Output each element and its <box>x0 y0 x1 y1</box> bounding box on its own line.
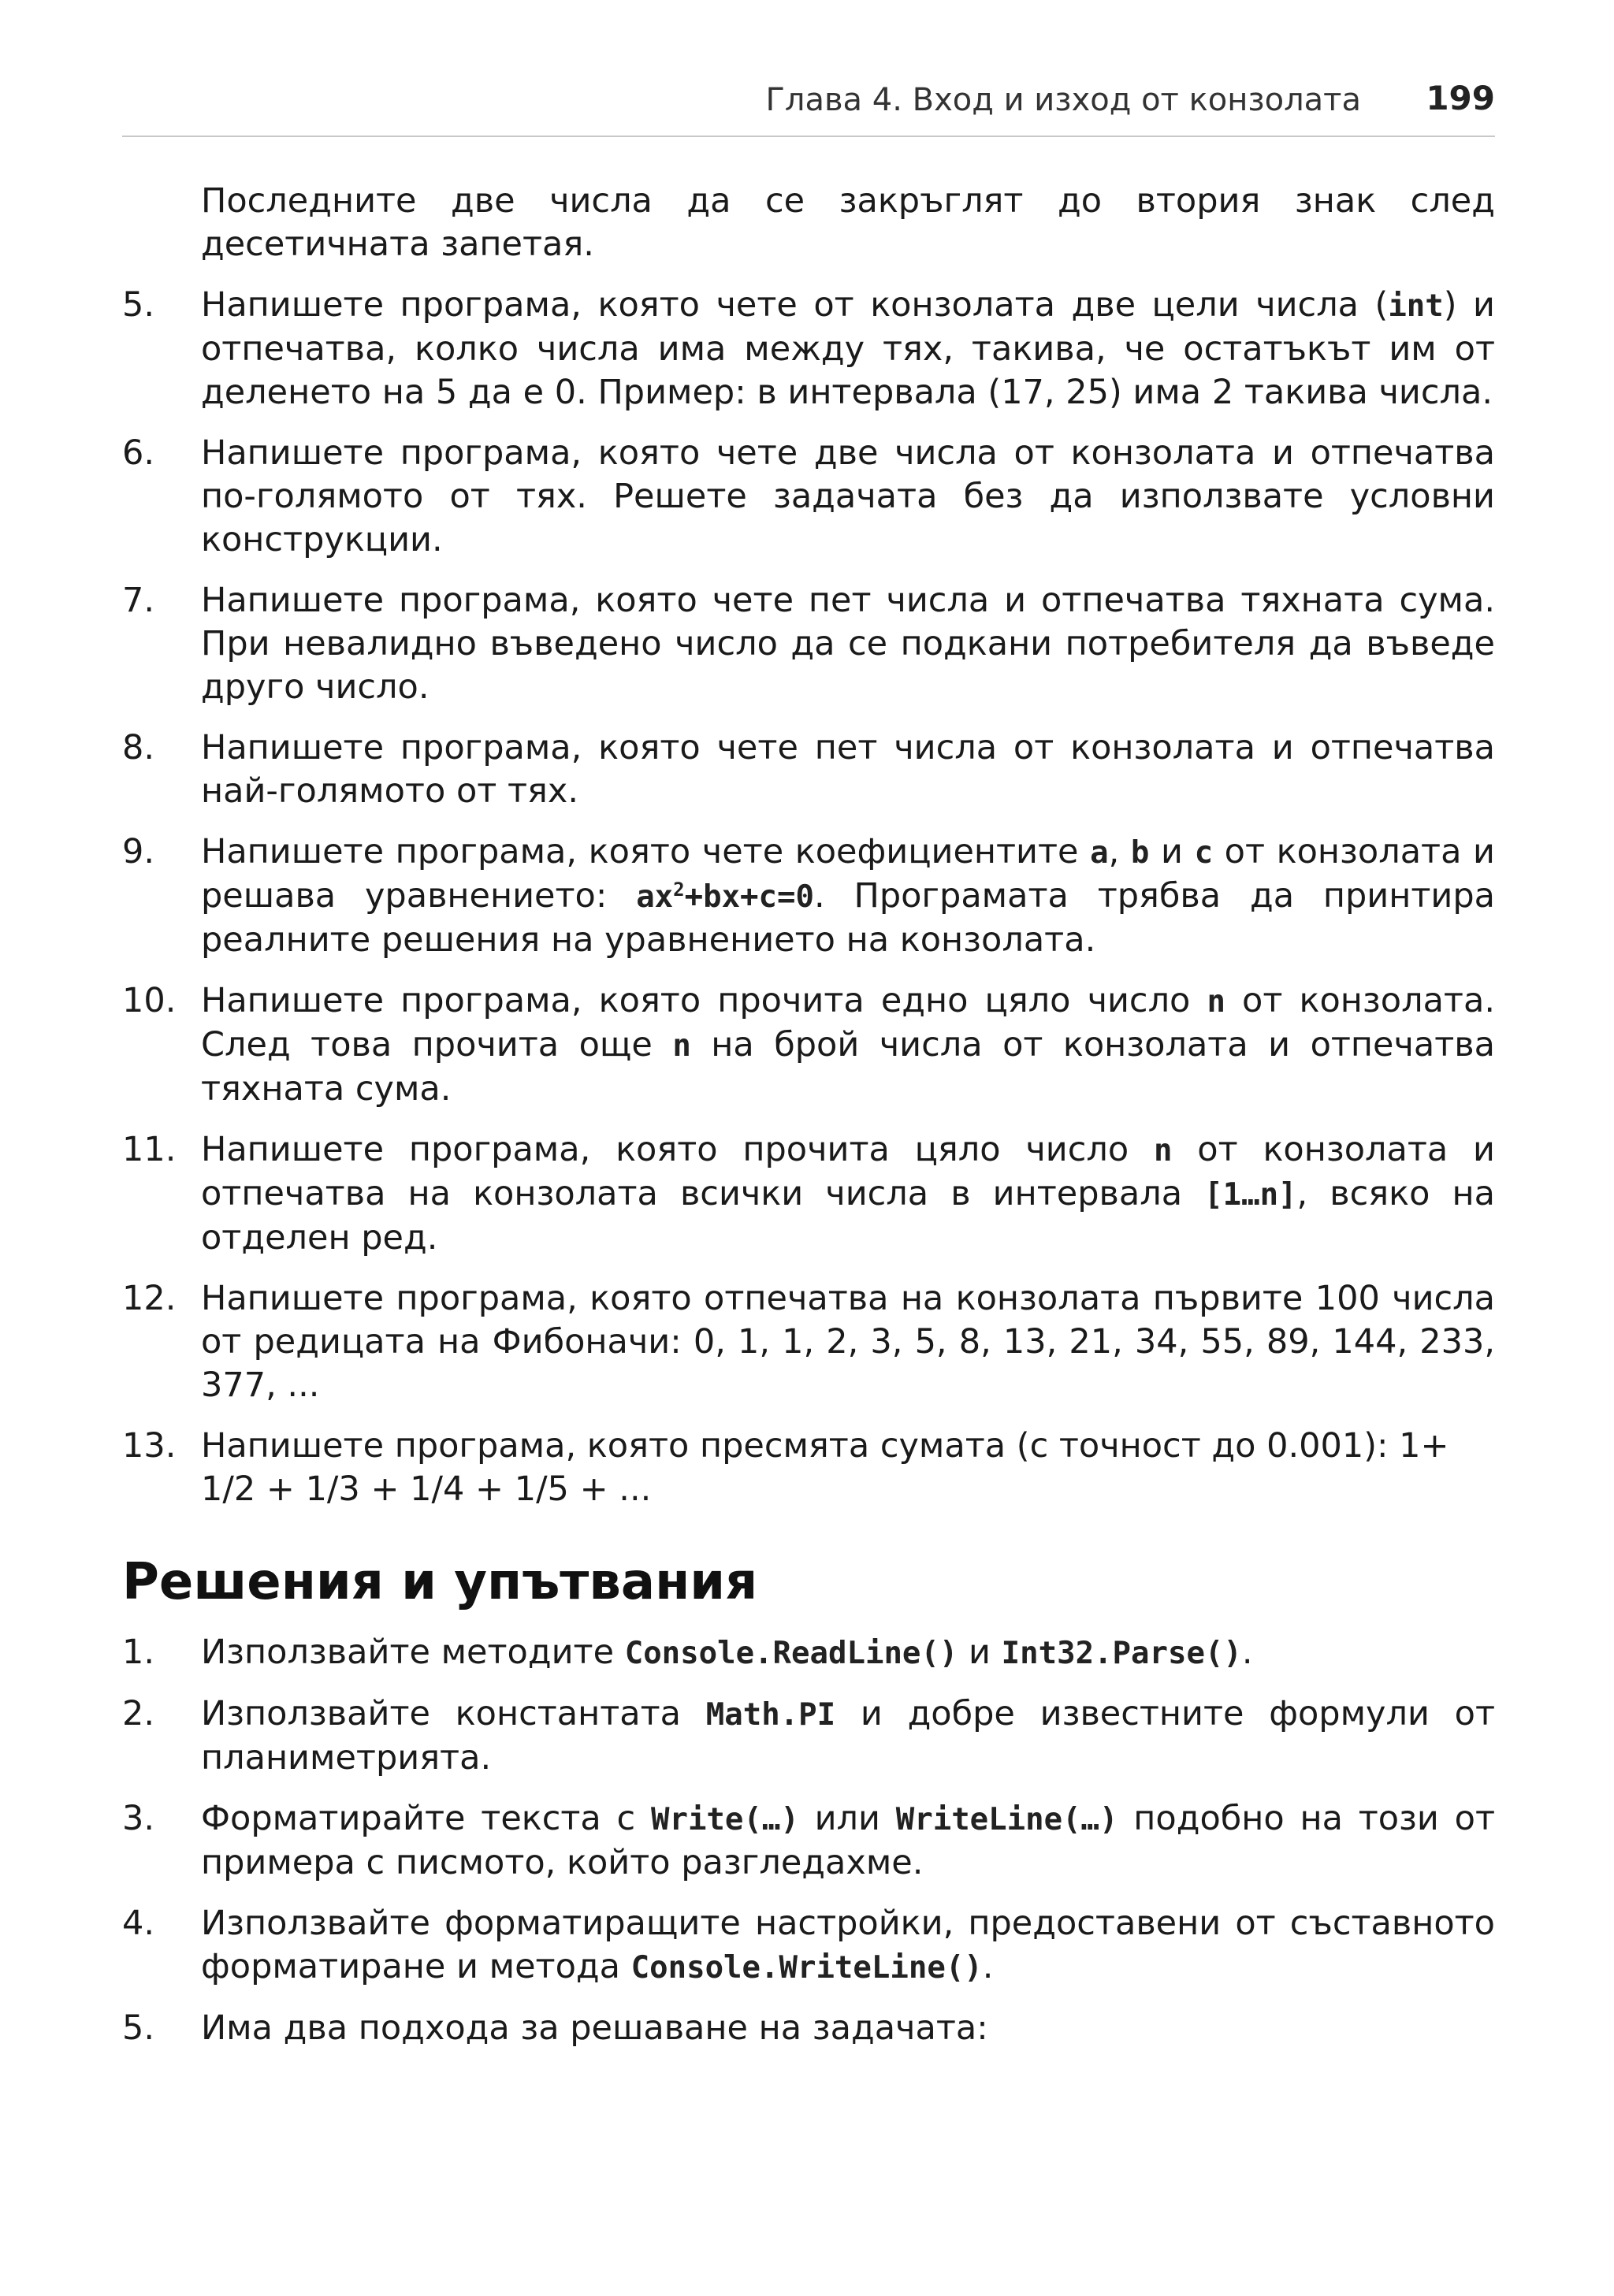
inline-code: a <box>1090 835 1109 871</box>
exercise-text: и <box>1149 832 1195 871</box>
inline-code: [1…n] <box>1204 1177 1297 1213</box>
item-number: 6. <box>122 433 155 473</box>
item-number: 5. <box>122 285 155 325</box>
exercise-text: от конзолата и решава уравнението: <box>201 832 1496 916</box>
inline-code: Console.ReadLine() <box>624 1636 958 1671</box>
equation-part: ax <box>636 879 674 915</box>
item-number: 9. <box>122 832 155 871</box>
item-number: 4. <box>122 1904 155 1943</box>
page-content <box>122 180 1495 2068</box>
exercise-text: Напишете програма, която чете две числа от конзолата и отпечатва по-голямото от тях. Решете задачата без да използвате условни конструкции. <box>201 433 1495 559</box>
exercise-list <box>122 284 1495 1511</box>
solution-text: и добре известните формули от планиметрията. <box>201 1694 1496 1778</box>
item-number: 11. <box>122 1130 177 1169</box>
exercise-text: , всяко на отделен ред. <box>201 1174 1495 1258</box>
page-header <box>122 79 1495 137</box>
inline-code: n <box>672 1028 691 1064</box>
solution-item <box>122 2007 1495 2050</box>
exercise-item <box>122 830 1495 962</box>
item-number: 5. <box>122 2008 155 2048</box>
solution-text: Има два подхода за решаване на задачата: <box>201 2008 988 2048</box>
exercise-text: Напишете програма, която чете пет числа от конзолата и отпечатва най-голямото от тях. <box>201 728 1495 811</box>
inline-code: Write(…) <box>650 1802 799 1837</box>
solution-item <box>122 1902 1495 1989</box>
equation-part: +bx+c=0 <box>684 879 814 915</box>
inline-code: int <box>1388 288 1444 324</box>
solution-text: и <box>958 1633 1002 1672</box>
equation-code <box>636 879 814 915</box>
item-number: 13. <box>122 1426 177 1466</box>
exercise-item <box>122 1425 1495 1511</box>
exercise-text: на брой числа от конзолата и отпечатва тяхната сума. <box>201 1025 1496 1109</box>
solution-text: Използвайте форматиращите настройки, предоставени от съставното форматиране и метода <box>201 1904 1495 1986</box>
solution-item <box>122 1797 1495 1885</box>
continuation-paragraph: Последните две числа да се закръглят до втория знак след десетичната запетая. <box>201 181 1495 264</box>
solution-text: Форматирайте текста с <box>201 1799 651 1838</box>
exercise-item <box>122 284 1495 414</box>
solution-item <box>122 1631 1495 1675</box>
exercise-text: ) и отпечатва, колко числа има между тях, такива, че остатъкът им от деленето на 5 да е 0. Пример: в интервала (17, 25) има 2 такива числа. <box>201 285 1495 412</box>
exercise-item <box>122 1128 1495 1260</box>
solution-item <box>122 1692 1495 1780</box>
inline-code: WriteLine(…) <box>895 1802 1118 1837</box>
solution-text: или <box>798 1799 896 1838</box>
inline-code: c <box>1194 835 1214 871</box>
exercise-text: Напишете програма, която чете от конзолата две цели числа ( <box>201 285 1389 325</box>
solution-text: . <box>1241 1633 1253 1672</box>
inline-code: Int32.Parse() <box>1001 1636 1242 1671</box>
item-number: 8. <box>122 728 155 767</box>
exercise-text: Напишете програма, която чете коефициентите <box>201 832 1091 871</box>
exercise-text: от конзолата и отпечатва на конзолата всички числа в интервала <box>201 1130 1496 1213</box>
inline-code: b <box>1130 835 1150 871</box>
page-number: 199 <box>1426 79 1495 117</box>
exercise-text: Напишете програма, която прочита цяло число <box>201 1130 1154 1169</box>
item-number: 7. <box>122 581 155 620</box>
solution-text: . <box>982 1947 994 1986</box>
exercise-item <box>122 1277 1495 1407</box>
exercise-text: 1/2 + 1/3 + 1/4 + 1/5 + ... <box>201 1469 652 1509</box>
exercise-text: Напишете програма, която отпечатва на конзолата първите 100 числа от редицата на Фибоначи: 0, 1, 1, 2, 3, 5, 8, 13, 21, 34, 55, 89, 144, 233, 377, ... <box>201 1279 1495 1405</box>
solution-text: Използвайте методите <box>201 1633 625 1672</box>
exercise-item <box>122 579 1495 709</box>
exercise-text: Напишете програма, която пресмята сумата (с точност до 0.001): 1+ <box>201 1426 1449 1466</box>
solution-text: Използвайте константата <box>201 1694 706 1733</box>
item-number: 2. <box>122 1694 155 1733</box>
inline-code: n <box>1207 984 1225 1020</box>
solution-text: подобно на този от примера с писмото, който разгледахме. <box>201 1799 1495 1882</box>
chapter-title: Глава 4. Вход и изход от конзолата <box>765 82 1361 118</box>
exercise-text: , <box>1108 832 1131 871</box>
item-number: 10. <box>122 981 177 1020</box>
exercise-text: от конзолата. След това прочита още <box>201 981 1495 1064</box>
inline-code: Console.WriteLine() <box>630 1950 983 1986</box>
exercise-item <box>122 432 1495 562</box>
exercise-text: Напишете програма, която чете пет числа и отпечатва тяхната сума. При невалидно въведено число да се подкани потребителя да въведе друго число. <box>201 581 1495 707</box>
solution-list <box>122 1631 1495 2050</box>
exercise-item <box>122 726 1495 813</box>
item-number: 3. <box>122 1799 155 1838</box>
inline-code: Math.PI <box>705 1697 836 1733</box>
inline-code: n <box>1154 1133 1173 1168</box>
item-number: 1. <box>122 1633 155 1672</box>
section-heading: Решения и упътвания <box>122 1553 758 1611</box>
equation-exponent: 2 <box>673 879 685 901</box>
item-number: 12. <box>122 1279 177 1318</box>
exercise-item <box>122 979 1495 1111</box>
exercise-text: Напишете програма, която прочита едно цяло число <box>201 981 1207 1020</box>
exercise-text: . Програмата трябва да принтира реалните решения на уравнението на конзолата. <box>201 876 1495 960</box>
